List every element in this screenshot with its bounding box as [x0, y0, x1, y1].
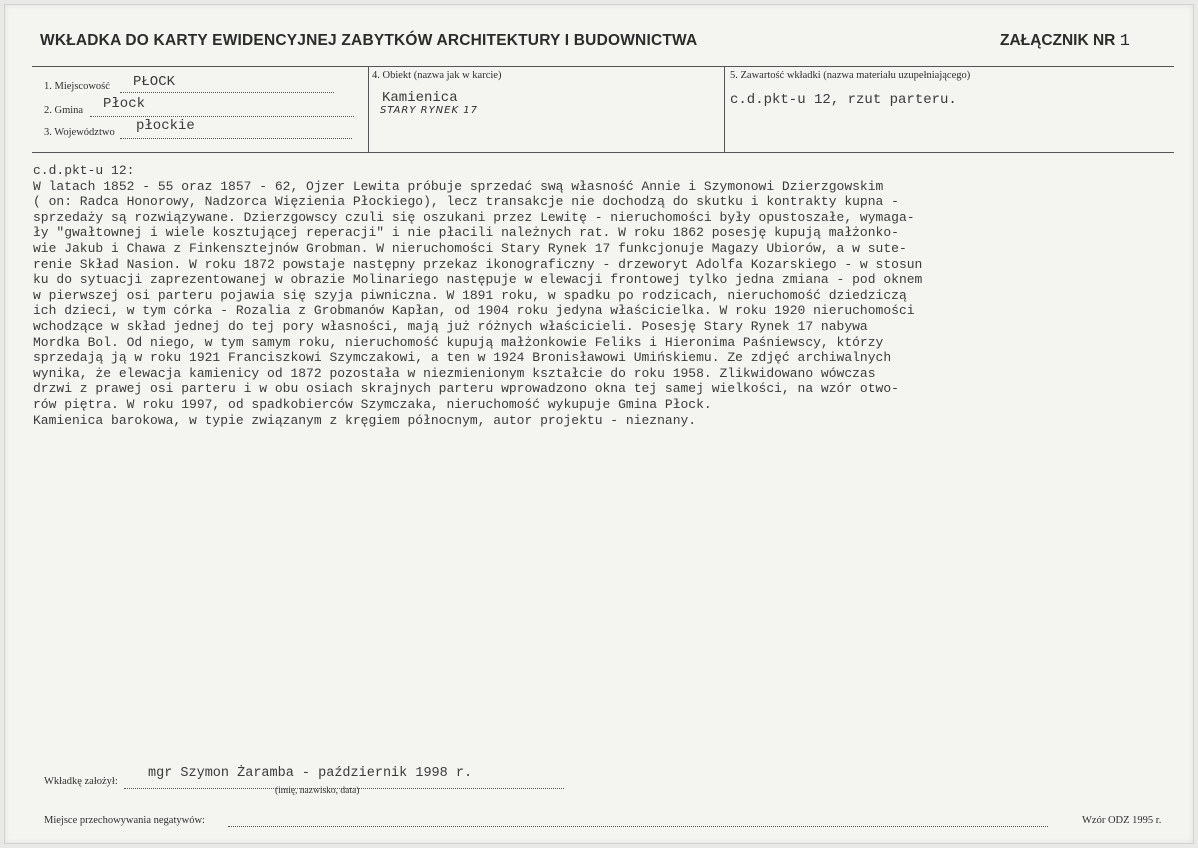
description-line: wie Jakub i Chawa z Finkensztejnów Grobman. W nieruchomości Stary Rynek 17 funkcjonuje Magazy Ubiorów, a w sute- — [33, 240, 907, 256]
description-line: wynika, że elewacja kamienicy od 1872 pozostała w niezmienionym kształcie do roku 1958. Zlikwidowano wówczas — [33, 365, 876, 381]
form-code: Wzór ODZ 1995 r. — [1082, 815, 1162, 826]
locality-label: 1. Miejscowość — [44, 81, 110, 92]
description-line: wchodzące w skład jednej do tej pory własności, mają już różnych właścicieli. Posesję Stary Rynek 17 nabywa — [33, 318, 868, 334]
created-value: mgr Szymon Żaramba - październik 1998 r. — [148, 766, 473, 781]
description-text — [33, 163, 1183, 428]
description-line: rów piętra. W roku 1997, od spadkobierców Szymczaka, nieruchomość wykupuje Gmina Płock. — [33, 396, 712, 412]
attachment-label: ZAŁĄCZNIK NR — [1000, 32, 1116, 49]
description-line: W latach 1852 - 55 oraz 1857 - 62, Ojzer Lewita próbuje sprzedać swą własność Annie i Szymonowi Dzierzgowskim — [33, 178, 884, 194]
contents-label: 5. Zawartość wkładki (nazwa materiału uzupełniającego) — [730, 70, 971, 81]
voivodeship-dots — [120, 138, 352, 139]
contents-value: c.d.pkt-u 12, rzut parteru. — [730, 92, 957, 108]
locality-value: PŁOCK — [133, 74, 176, 90]
description-line: ku do sytuacji zaprezentowanej w obrazie Molinariego następuje w elewacji frontowej tylko jedna zmiana - pod oknem — [33, 272, 923, 288]
storage-label: Miejsce przechowywania negatywów: — [44, 815, 205, 826]
description-line: sprzedają ją w roku 1921 Franciszkowi Szymczakowi, a ten w 1924 Bronisławowi Umińskiemu. Ze zdjęć archiwalnych — [33, 350, 892, 366]
created-hint: (imię, nazwisko, data) — [275, 786, 360, 796]
column-divider-2 — [724, 66, 725, 152]
attachment-number-value: 1 — [1119, 32, 1130, 51]
column-divider-1 — [368, 66, 369, 152]
commune-value: Płock — [103, 96, 146, 112]
object-handwritten: STARY RYNEK 17 — [380, 105, 478, 116]
locality-dots — [120, 92, 334, 93]
voivodeship-value: płockie — [136, 118, 195, 134]
description-line: c.d.pkt-u 12: — [33, 163, 135, 178]
description-line: w pierwszej osi parteru pojawia się szyja piwniczna. W 1891 roku, w spadku po rodzicach, nieruchomość dziedziczą — [33, 287, 907, 303]
commune-dots — [90, 116, 354, 117]
storage-dots — [228, 826, 1048, 827]
description-line: sprzedaży są rozwiązywane. Dzierzgowscy czuli się oszukani przez Lewitę - nieruchomości były opustoszałe, wymaga- — [33, 209, 915, 225]
created-label: Wkładkę założył: — [44, 776, 118, 787]
object-label: 4. Obiekt (nazwa jak w karcie) — [372, 70, 502, 81]
description-line: ich dzieci, w tym córka - Rozalia z Grobmanów Kapłan, od 1904 roku jedyna właścicielka. W roku 1920 nieruchomości — [33, 303, 915, 319]
attachment-number — [1000, 32, 1130, 51]
voivodeship-label: 3. Województwo — [44, 127, 115, 138]
description-line: renie Skład Nasion. W roku 1872 powstaje następny przekaz ikonograficzny - drzeworyt Adolfa Kozarskiego - w stosun — [33, 256, 923, 272]
top-rule — [32, 66, 1174, 67]
form-title: WKŁADKA DO KARTY EWIDENCYJNEJ ZABYTKÓW ARCHITEKTURY I BUDOWNICTWA — [40, 32, 698, 49]
description-line: Mordka Bol. Od niego, w tym samym roku, nieruchomość kupują małżonkowie Feliks i Hieronima Paśniewscy, którzy — [33, 334, 884, 350]
mid-rule — [32, 152, 1174, 153]
description-line: ły "gwałtownej i wiele kosztującej reperacji" i nie płacili należnych rat. W roku 1862 posesję kupują małżonko- — [33, 225, 899, 241]
commune-label: 2. Gmina — [44, 105, 84, 116]
description-line: ( on: Radca Honorowy, Nadzorca Więzienia Płockiego), lecz transakcje nie dochodzą do skutku i kontrakty kupna - — [33, 194, 899, 210]
object-value: Kamienica — [382, 90, 458, 106]
description-line: drzwi z prawej osi parteru i w obu osiach skrajnych parteru wprowadzono okna tej samej wielkości, na wzór otwo- — [33, 381, 899, 397]
description-line: Kamienica barokowa, w typie związanym z kręgiem północnym, autor projektu - nieznany. — [33, 412, 697, 428]
